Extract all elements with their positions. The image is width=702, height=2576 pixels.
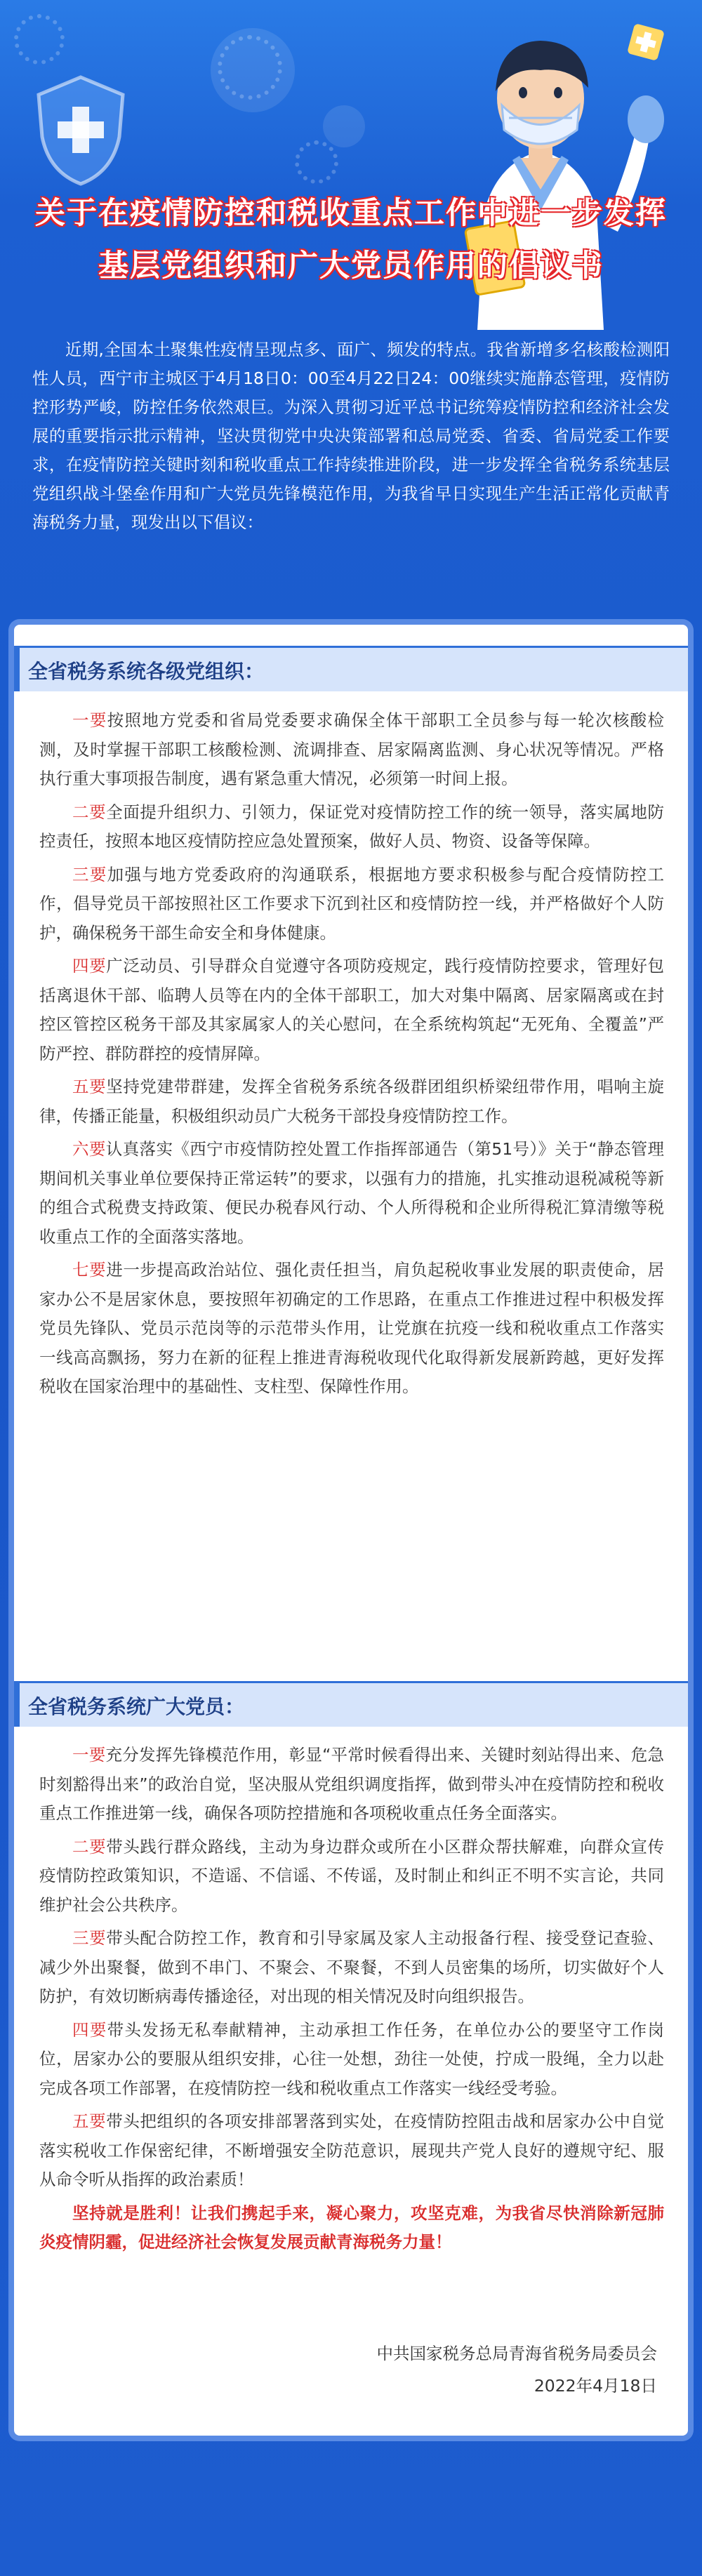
section-title: 全省税务系统广大党员： <box>28 1695 245 1718</box>
section-title: 全省税务系统各级党组织： <box>28 660 265 683</box>
closing-appeal: 坚持就是胜利！让我们携起手来，凝心聚力，攻坚克难，为我省尽快消除新冠肺炎疫情阴霾，促进经济社会恢复发展贡献青海税务力量！ <box>39 2203 664 2252</box>
item-text: 认真落实《西宁市疫情防控处置工作指挥部通告（第51号）》关于“静态管理期间机关事业单位要保持正常运转”的要求，以强有力的措施，扎实推动退税减税等新的组合式税费支持政策、便民办税春风行动、个人所得税和企业所得税汇算清缴等税收重点工作的全面落实落地。 <box>39 1139 664 1247</box>
signature-org: 中共国家税务总局青海省税务局委员会 <box>376 2344 657 2363</box>
section-header-party-organizations <box>14 646 688 691</box>
list-item <box>39 1741 664 1828</box>
item-lead: 一要 <box>72 710 107 730</box>
list-item <box>39 1833 664 1920</box>
intro-paragraph: 近期,全国本土聚集性疫情呈现点多、面广、频发的特点。我省新增多名核酸检测阳性人员，西宁市主城区于4月18日0：00至4月22日24：00继续实施静态管理，疫情防控形势严峻，防控任务依然艰巨。为深入贯彻习近平总书记统筹疫情防控和经济社会发展的重要指示批示精神，坚决贯彻党中央决策部署和总局党委、省委、省局党委工作要求，在疫情防控关键时刻和税收重点工作持续推进阶段，进一步发挥全省税务系统基层党组织战斗堡垒作用和广大党员先锋模范作用，为我省早日实现生产生活正常化贡献青海税务力量，现发出以下倡议： <box>32 340 670 532</box>
list-item <box>39 2016 664 2104</box>
item-text: 广泛动员、引导群众自觉遵守各项防疫规定，践行疫情防控要求，管理好包括离退休干部、临聘人员等在内的全体干部职工，加大对集中隔离、居家隔离或在封控区管控区税务干部及其家属家人的关心慰问，在全系统构筑起“无死角、全覆盖”严防严控、群防群控的疫情屏障。 <box>39 956 665 1063</box>
item-lead: 四要 <box>72 956 107 976</box>
item-text: 按照地方党委和省局党委要求确保全体干部职工全员参与每一轮次核酸检测，及时掌握干部职工核酸检测、流调排查、居家隔离监测、身心状况等情况。严格执行重大事项报告制度，遇有紧急重大情况，必须第一时间上报。 <box>39 710 665 788</box>
item-text: 带头发扬无私奉献精神，主动承担工作任务，在单位办公的要坚守工作岗位，居家办公的要服从组织安排，心往一处想，劲往一处使，拧成一股绳，全力以赴完成各项工作部署，在疫情防控一线和税收重点工作落实一线经受考验。 <box>39 2019 665 2098</box>
list-item <box>39 861 664 948</box>
item-text: 带头践行群众路线，主动为身边群众或所在小区群众帮扶解难，向群众宣传疫情防控政策知识，不造谣、不信谣、不传谣，及时制止和纠正不明不实言论，共同维护社会公共秩序。 <box>39 1836 665 1915</box>
list-item <box>39 1135 664 1252</box>
page-title-line2: 基层党组织和广大党员作用的倡议书 <box>98 248 604 284</box>
list-item <box>39 2107 664 2195</box>
item-lead: 一要 <box>72 1745 106 1765</box>
item-text: 加强与地方党委政府的沟通联系，根据地方要求积极参与配合疫情防控工作，倡导党员干部按照社区工作要求下沉到社区和疫情防控一线，并严格做好个人防护，确保税务干部生命安全和身体健康。 <box>39 864 665 943</box>
item-lead: 三要 <box>72 864 107 884</box>
item-lead: 三要 <box>72 1928 107 1948</box>
item-lead: 五要 <box>72 2111 107 2131</box>
item-text: 带头配合防控工作，教育和引导家属及家人主动报备行程、接受登记查验、减少外出聚餐，做到不串门、不聚会、不聚餐，不到人员密集的场所，切实做好个人防护，有效切断病毒传播途径，对出现的相关情况及时向组织报告。 <box>39 1928 665 2006</box>
section1-list <box>39 706 664 1406</box>
item-lead: 四要 <box>72 2019 107 2040</box>
list-item <box>39 798 664 856</box>
item-text: 进一步提高政治站位、强化责任担当，肩负起税收事业发展的职责使命，居家办公不是居家休息，要按照年初确定的工作思路，在重点工作推进过程中积极发挥党员先锋队、党员示范岗等的示范带头作用，让党旗在抗疫一线和税收重点工作落实一线高高飘扬，努力在新的征程上推进青海税收现代化取得新发展新跨越，更好发挥税收在国家治理中的基础性、支柱型、保障性作用。 <box>39 1260 665 1396</box>
content-card <box>14 625 688 2436</box>
item-lead: 二要 <box>72 802 107 822</box>
list-item <box>39 952 664 1068</box>
signature-block <box>236 2337 657 2402</box>
item-lead: 五要 <box>72 1077 107 1096</box>
list-item <box>39 1924 664 2012</box>
item-text: 全面提升组织力、引领力，保证党对疫情防控工作的统一领导，落实属地防控责任，按照本地区疫情防控应急处置预案，做好人员、物资、设备等保障。 <box>39 802 665 851</box>
item-lead: 六要 <box>72 1139 106 1159</box>
list-item <box>39 1256 664 1402</box>
list-item <box>39 1073 664 1131</box>
signature-date: 2022年4月18日 <box>534 2376 657 2396</box>
item-text: 带头把组织的各项安排部署落到实处，在疫情防控阻击战和居家办公中自觉落实税收工作保密纪律，不断增强安全防范意识，展现共产党人良好的遵规守纪、服从命令听从指挥的政治素质！ <box>39 2111 665 2189</box>
page-title-line1: 关于在疫情防控和税收重点工作中进一步发挥 <box>35 196 667 231</box>
item-text: 坚持党建带群建，发挥全省税务系统各级群团组织桥梁纽带作用，唱响主旋律，传播正能量，积极组织动员广大税务干部投身疫情防控工作。 <box>39 1077 665 1126</box>
section2-list <box>39 1741 664 2262</box>
shield-cross-icon <box>28 70 133 190</box>
item-lead: 二要 <box>72 1836 107 1857</box>
hero-banner <box>0 0 702 330</box>
list-item <box>39 706 664 794</box>
section-header-party-members <box>14 1681 688 1727</box>
item-lead: 七要 <box>72 1260 107 1280</box>
item-text: 充分发挥先锋模范作用，彰显“平常时候看得出来、关键时刻站得出来、危急时刻豁得出来”的政治自觉，坚决服从党组织调度指挥，做到带头冲在疫情防控和税收重点工作推进第一线，确保各项防控措施和各项税收重点任务全面落实。 <box>39 1745 664 1823</box>
